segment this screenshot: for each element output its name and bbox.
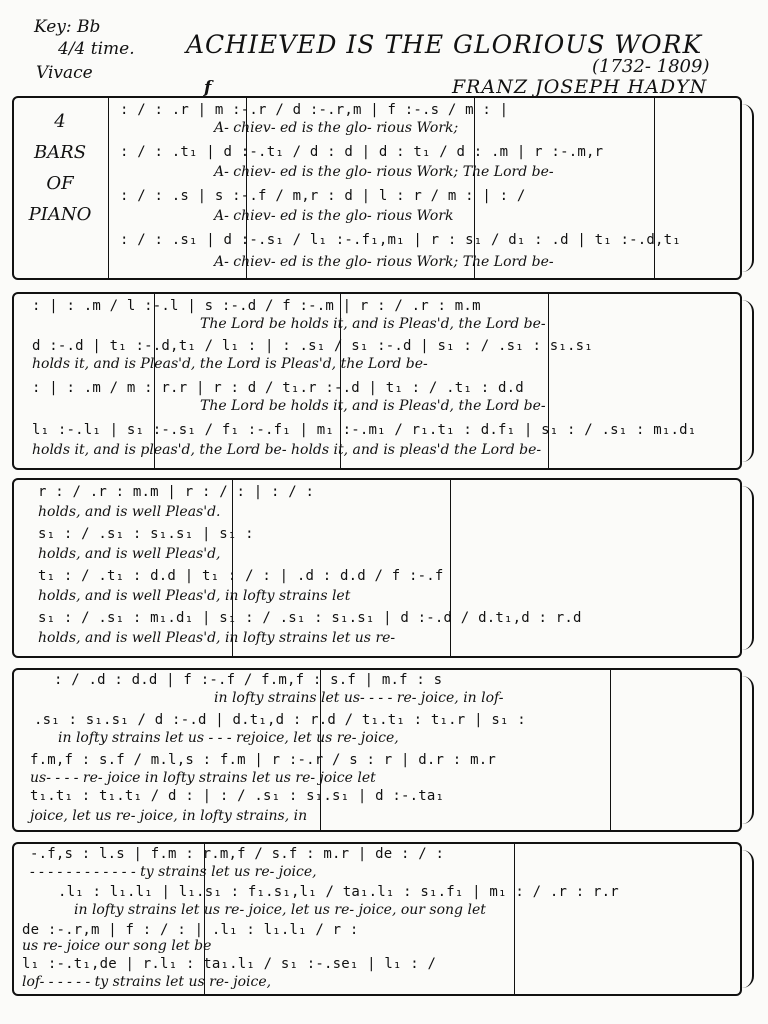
piano-label-piano: PIANO bbox=[28, 204, 92, 225]
bass-lyrics: holds, and is well Pleas'd, in lofty strains let us re- bbox=[38, 630, 396, 646]
barline bbox=[514, 844, 515, 994]
alto-lyrics: in lofty strains let us re- joice, let us re- joice, our song let bbox=[74, 902, 486, 918]
alto-notes: .l₁ : l₁.l₁ | l₁.s₁ : f₁.s₁,l₁ / ta₁.l₁ : s₁.f₁ | m₁ : / .r : r.r bbox=[58, 884, 619, 900]
alto-notes: d :-.d | t₁ :-.d,t₁ / l₁ : | : .s₁ / s₁ :-.d | s₁ : / .s₁ : s₁.s₁ bbox=[32, 338, 593, 354]
alto-lyrics: holds it, and is Pleas'd, the Lord is Pleas'd, the Lord be- bbox=[32, 356, 428, 372]
bass-notes: l₁ :-.t₁,de | r.l₁ : ta₁.l₁ / s₁ :-.se₁ | l₁ : / bbox=[22, 956, 437, 972]
alto-notes: .s₁ : s₁.s₁ / d :-.d | d.t₁,d : r.d / t₁.t₁ : t₁.r | s₁ : bbox=[34, 712, 526, 728]
tenor-notes: f.m,f : s.f / m.l,s : f.m | r :-.r / s : r | d.r : m.r bbox=[30, 752, 496, 768]
tempo-marking: Vivace bbox=[36, 63, 93, 83]
bass-lyrics: joice, let us re- joice, in lofty strains, in bbox=[30, 808, 308, 824]
tenor-lyrics: A- chiev- ed is the glo- rious Work bbox=[214, 208, 454, 224]
barline bbox=[610, 670, 611, 830]
key-signature: Key: Bb bbox=[34, 17, 101, 37]
system-2 bbox=[12, 292, 742, 470]
bass-notes: l₁ :-.l₁ | s₁ :-.s₁ / f₁ :-.f₁ | m₁ :-.m₁ / r₁.t₁ : d.f₁ | s₁ : / .s₁ : m₁.d₁ bbox=[32, 422, 697, 438]
system-1 bbox=[12, 96, 742, 280]
soprano-lyrics: A- chiev- ed is the glo- rious Work; bbox=[214, 120, 459, 136]
system-3 bbox=[12, 478, 742, 658]
alto-notes: : / : .t₁ | d :-.t₁ / d : d | d : t₁ / d : .m | r :-.m,r bbox=[120, 144, 604, 160]
soprano-notes: r : / .r : m.m | r : / : | : / : bbox=[38, 484, 315, 500]
piano-intro-label bbox=[16, 106, 104, 230]
barline bbox=[548, 294, 549, 468]
soprano-notes: : / .d : d.d | f :-.f / f.m,f : s.f | m.f : s bbox=[54, 672, 443, 688]
tenor-notes: : | : .m / m : r.r | r : d / t₁.r :-.d | t₁ : / .t₁ : d.d bbox=[32, 380, 524, 396]
tenor-notes: : / : .s | s :-.f / m,r : d | l : r / m : | : / bbox=[120, 188, 526, 204]
composer-name: FRANZ JOSEPH HADYN bbox=[452, 76, 708, 98]
alto-lyrics: holds, and is well Pleas'd, bbox=[38, 546, 221, 562]
song-title: ACHIEVED IS THE GLORIOUS WORK bbox=[186, 30, 703, 59]
soprano-notes: : | : .m / l :-.l | s :-.d / f :-.m | r : / .r : m.m bbox=[32, 298, 481, 314]
bass-lyrics: A- chiev- ed is the glo- rious Work; The Lord be- bbox=[214, 254, 554, 270]
barline bbox=[654, 98, 655, 278]
soprano-lyrics: holds, and is well Pleas'd. bbox=[38, 504, 221, 520]
alto-lyrics: in lofty strains let us - - - rejoice, let us re- joice, bbox=[58, 730, 399, 746]
tenor-lyrics: us- - - - re- joice in lofty strains let us re- joice let bbox=[30, 770, 376, 786]
time-signature: 4/4 time. bbox=[58, 39, 135, 59]
alto-notes: s₁ : / .s₁ : s₁.s₁ | s₁ : bbox=[38, 526, 254, 542]
tenor-lyrics: The Lord be holds it, and is Pleas'd, the Lord be- bbox=[200, 398, 546, 414]
barline bbox=[450, 480, 451, 656]
soprano-lyrics: - - - - - - - - - - - - ty strains let us re- joice, bbox=[30, 864, 317, 880]
tenor-notes: de :-.r,m | f : / : | .l₁ : l₁.l₁ / r : bbox=[22, 922, 359, 938]
bass-lyrics: holds it, and is pleas'd, the Lord be- holds it, and is pleas'd the Lord be- bbox=[32, 442, 542, 458]
soprano-notes: : / : .r | m :-.r / d :-.r,m | f :-.s / m : | bbox=[120, 102, 509, 118]
system-5 bbox=[12, 842, 742, 996]
soprano-lyrics: in lofty strains let us- - - - re- joice, in lof- bbox=[214, 690, 504, 706]
piano-label-of: OF bbox=[46, 173, 74, 194]
piano-label-bars-count: 4 bbox=[54, 111, 66, 132]
composer-dates: (1732- 1809) bbox=[592, 56, 710, 77]
tenor-lyrics: holds, and is well Pleas'd, in lofty strains let bbox=[38, 588, 351, 604]
tenor-notes: t₁ : / .t₁ : d.d | t₁ : / : | .d : d.d / f :-.f bbox=[38, 568, 444, 584]
soprano-notes: -.f,s : l.s | f.m : r.m,f / s.f : m.r | de : / : bbox=[30, 846, 445, 862]
soprano-lyrics: The Lord be holds it, and is Pleas'd, the Lord be- bbox=[200, 316, 546, 332]
bass-notes: t₁.t₁ : t₁.t₁ / d : | : / .s₁ : s₁.s₁ | d :-.ta₁ bbox=[30, 788, 445, 804]
tenor-lyrics: us re- joice our song let be bbox=[22, 938, 212, 954]
alto-lyrics: A- chiev- ed is the glo- rious Work; The Lord be- bbox=[214, 164, 554, 180]
dynamic-marking: f bbox=[204, 78, 212, 98]
bass-notes: : / : .s₁ | d :-.s₁ / l₁ :-.f₁,m₁ | r : s₁ / d₁ : .d | t₁ :-.d,t₁ bbox=[120, 232, 681, 248]
bass-notes: s₁ : / .s₁ : m₁.d₁ | s₁ : / .s₁ : s₁.s₁ | d :-.d / d.t₁,d : r.d bbox=[38, 610, 582, 626]
barline bbox=[108, 98, 109, 278]
bass-lyrics: lof- - - - - - ty strains let us re- joice, bbox=[22, 974, 272, 990]
system-4 bbox=[12, 668, 742, 832]
piano-label-bars: BARS bbox=[33, 142, 87, 163]
